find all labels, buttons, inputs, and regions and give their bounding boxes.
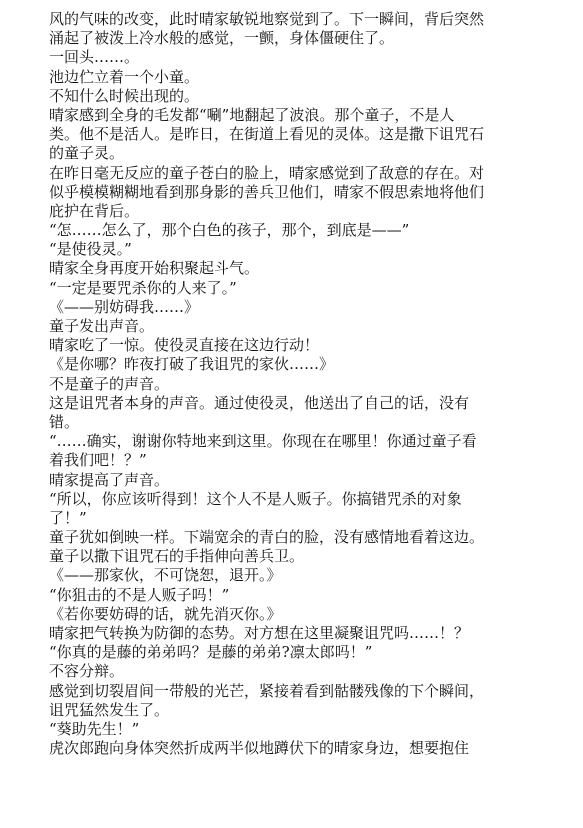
text-line: 不知什么时候出现的。 bbox=[49, 86, 200, 105]
text-line: 一回头……。 bbox=[49, 48, 140, 67]
text-line: “……确实，谢谢你特地来到这里。你现在在哪里！你通过童子看 bbox=[49, 432, 477, 451]
text-line: 童子以撒下诅咒石的手指伸向善兵卫。 bbox=[49, 547, 305, 566]
text-line: 虎次郎跑向身体突然折成两半似地蹲伏下的晴家身边，想要抱住 bbox=[49, 739, 470, 758]
text-line: 这是诅咒者本身的声音。通过使役灵，他送出了自己的话，没有 bbox=[49, 393, 470, 412]
text-line: 感觉到切裂眉间一带般的光芒，紧接着看到骷髅残像的下个瞬间， bbox=[49, 681, 485, 700]
text-line: “所以，你应该听得到！这个人不是人贩子。你搞错咒杀的对象 bbox=[49, 489, 462, 508]
text-line: “你狙击的不是人贩子吗！” bbox=[49, 585, 230, 604]
text-line: 晴家感到全身的毛发都“唰”地翻起了波浪。那个童子，不是人 bbox=[49, 105, 455, 124]
text-line: 《——那家伙，不可饶恕，退开。》 bbox=[49, 566, 282, 585]
text-line: 晴家提高了声音。 bbox=[49, 470, 170, 489]
text-line: 池边伫立着一个小童。 bbox=[49, 67, 200, 86]
text-line: 着我们吧！？” bbox=[49, 451, 147, 470]
text-line: 诅咒猛然发生了。 bbox=[49, 700, 170, 719]
text-line: 风的气味的改变，此时晴家敏锐地察觉到了。下一瞬间，背后突然 bbox=[49, 10, 485, 28]
text-line: “你真的是藤的弟弟吗？是藤的弟弟?凛太郎吗！” bbox=[49, 643, 373, 662]
text-line: 涌起了被泼上冷水般的感觉，一颤，身体僵硬住了。 bbox=[49, 29, 395, 48]
text-line: 《是你哪？昨夜打破了我诅咒的家伙……》 bbox=[49, 355, 335, 374]
text-line: 《若你要妨碍的话，就先消灭你。》 bbox=[49, 604, 282, 623]
document-page bbox=[49, 10, 549, 758]
text-line: 不容分辩。 bbox=[49, 662, 125, 681]
text-line: 童子发出声音。 bbox=[49, 317, 155, 335]
text-line: 晴家全身再度开始积聚起斗气。 bbox=[49, 259, 260, 278]
text-line: 类。他不是活人。是昨日，在街道上看见的灵体。这是撒下诅咒石 bbox=[49, 125, 485, 144]
text-line: 《——别妨碍我……》 bbox=[49, 297, 200, 316]
text-line: 晴家把气转换为防御的态势。对方想在这里凝聚诅咒吗……！？ bbox=[49, 624, 470, 642]
text-line: “葵助先生！” bbox=[49, 719, 140, 738]
text-line: “一定是要咒杀你的人来了。” bbox=[49, 278, 237, 297]
text-line: “怎……怎么了，那个白色的孩子，那个，到底是——” bbox=[49, 221, 410, 240]
text-line: 在昨日毫无反应的童子苍白的脸上，晴家感觉到了敌意的存在。对 bbox=[49, 163, 485, 182]
text-line: 不是童子的声音。 bbox=[49, 374, 170, 393]
text-line: “是使役灵。” bbox=[49, 240, 132, 259]
text-line: 庇护在背后。 bbox=[49, 201, 140, 220]
text-line: 错。 bbox=[49, 412, 80, 431]
text-line: 童子犹如倒映一样。下端宽余的青白的脸，没有感情地看着这边。 bbox=[49, 528, 485, 547]
text-line: 晴家吃了一惊。使役灵直接在这边行动！ bbox=[49, 336, 320, 355]
text-line: 似乎模模糊糊地看到那身影的善兵卫他们，晴家不假思索地将他们 bbox=[49, 182, 485, 201]
text-line: 了！” bbox=[49, 508, 87, 527]
text-line: 的童子灵。 bbox=[49, 144, 125, 163]
